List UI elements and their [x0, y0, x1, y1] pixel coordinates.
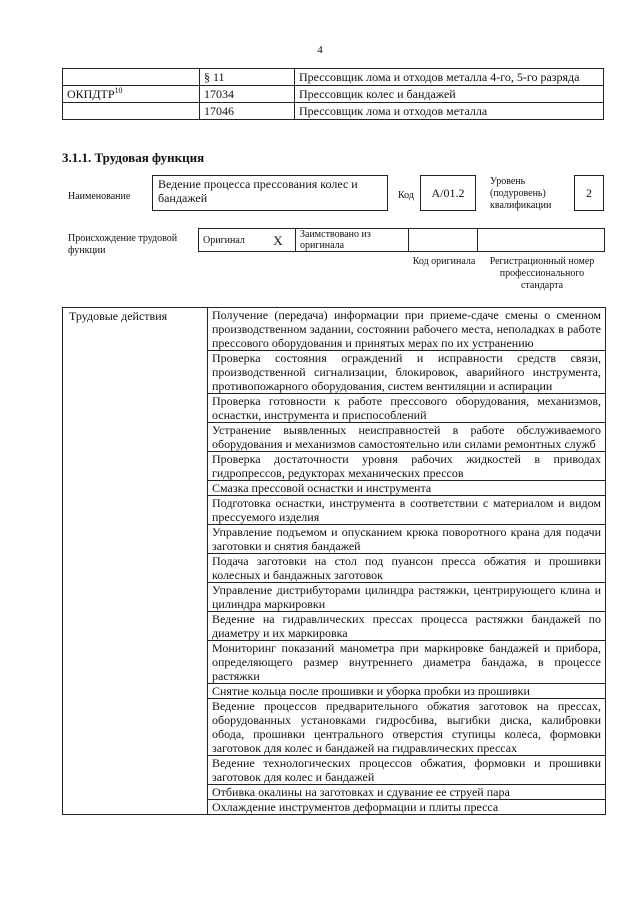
page-number: 4: [317, 44, 323, 56]
function-code: A/01.2: [420, 175, 476, 211]
original-label: Оригинал: [199, 229, 262, 252]
level-label: Уровень (подуровень) квалификации: [490, 176, 552, 211]
table-cell: 17034: [200, 86, 295, 103]
reg-number-cell: [478, 229, 605, 252]
labor-action-item: Смазка прессовой оснастки и инструмента: [208, 481, 606, 496]
table-cell: Прессовщик лома и отходов металла 4-го, 5-го разряда: [295, 69, 604, 86]
labor-actions-body: [63, 308, 606, 815]
labor-action-item: Отбивка окалины на заготовках и сдувание ее струей пара: [208, 785, 606, 800]
table-cell: [63, 69, 200, 86]
labor-action-item: Подготовка оснастки, инструмента в соответствии с материалом и видом прессуемого изделия: [208, 496, 606, 525]
labor-action-item: Проверка достаточности уровня рабочих жидкостей в приводах гидропрессов, редукторах механических прессов: [208, 452, 606, 481]
table-cell: [63, 103, 200, 120]
table-row: [63, 308, 606, 351]
code-label: Код: [398, 190, 414, 201]
labor-action-item: Проверка состояния ограждений и исправности средств связи, производственной сигнализации, блокировок, аварийного инструмента, противопожарного оборудования, систем вентиляции и аспирации: [208, 351, 606, 394]
table-row: [63, 69, 604, 86]
table-cell: § 11: [200, 69, 295, 86]
labor-action-item: Ведение процессов предварительного обжатия заготовок на прессах, оборудованных установками гидросбива, выгибки диска, калибровки обода, прошивки центрального отверстия ступицы колеса, формовки заготовок для колес и бандажей на гидравлических прессах: [208, 699, 606, 756]
origin-label: Происхождение трудовой функции: [68, 233, 178, 256]
function-name: Ведение процесса прессования колес и бандажей: [152, 175, 388, 211]
okpdtr-table: [62, 68, 604, 120]
labor-actions-heading: Трудовые действия: [63, 308, 208, 815]
okpdtr-label: ОКПДТР: [67, 87, 115, 101]
labor-actions-table: [62, 307, 606, 815]
original-mark: X: [261, 229, 296, 252]
reg-number-label: Регистрационный номер профессионального стандарта: [489, 256, 595, 291]
origin-table: [198, 228, 605, 252]
labor-action-item: Управление подъемом и опусканием крюка поворотного крана для подачи заготовки и снятия бандажей: [208, 525, 606, 554]
labor-action-item: Охлаждение инструментов деформации и плиты пресса: [208, 800, 606, 815]
table-row: [63, 86, 604, 103]
labor-action-item: Управление дистрибуторами цилиндра растяжки, центрирующего клина и цилиндра маркировки: [208, 583, 606, 612]
footnote-mark: 10: [114, 86, 123, 95]
section-title: 3.1.1. Трудовая функция: [62, 150, 205, 165]
borrowed-label: Заимствовано из оригинала: [296, 229, 409, 252]
level-value: 2: [574, 175, 604, 211]
code-original-label: Код оригинала: [412, 256, 476, 267]
labor-action-item: Мониторинг показаний манометра при маркировке бандажей и прибора, определяющего размер внутреннего диаметра бандажа, в процессе растяжки: [208, 641, 606, 684]
labor-action-item: Ведение на гидравлических прессах процесса растяжки бандажей по диаметру и их маркировка: [208, 612, 606, 641]
table-cell: Прессовщик колес и бандажей: [295, 86, 604, 103]
labor-action-item: Снятие кольца после прошивки и уборка пробки из прошивки: [208, 684, 606, 699]
code-original-cell: [409, 229, 478, 252]
table-cell: [63, 86, 200, 103]
labor-action-item: Устранение выявленных неисправностей в работе обслуживаемого оборудования и механизмов самостоятельно или силами ремонтных служб: [208, 423, 606, 452]
labor-action-item: Ведение технологических процессов обжатия, формовки и прошивки заготовок для колес и бандажей: [208, 756, 606, 785]
labor-action-item: Подача заготовки на стол под пуансон пресса обжатия и прошивки колесных и бандажных заготовок: [208, 554, 606, 583]
labor-action-item: Проверка готовности к работе прессового оборудования, механизмов, оснастки, инструмента и приспособлений: [208, 394, 606, 423]
labor-action-item: Получение (передача) информации при приеме-сдаче смены о сменном производственном задании, состоянии рабочего места, неполадках в работе прессового оборудования и принятых мерах по их устранению: [208, 308, 606, 351]
table-cell: 17046: [200, 103, 295, 120]
table-row: [199, 229, 605, 252]
name-label: Наименование: [68, 191, 131, 202]
table-row: [63, 103, 604, 120]
table-cell: Прессовщик лома и отходов металла: [295, 103, 604, 120]
